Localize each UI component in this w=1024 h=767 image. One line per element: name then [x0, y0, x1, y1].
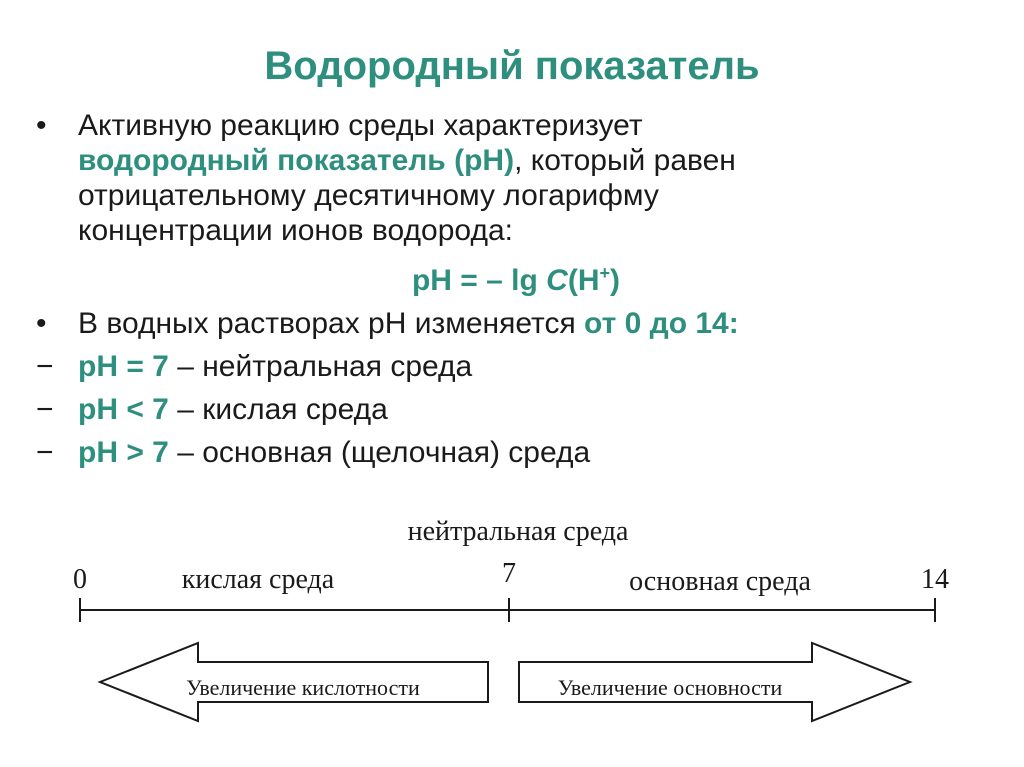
bullet1-line3: отрицательному десятичному логарифму: [78, 179, 659, 212]
dash-text: – кислая среда: [168, 393, 388, 426]
dash-accent: рН > 7: [78, 436, 169, 469]
formula-close: ): [610, 264, 621, 297]
dash-marker: −: [36, 393, 54, 426]
base-label: основная среда: [629, 566, 811, 597]
page-title: Водородный показатель: [264, 44, 760, 88]
tick-label-7: 7: [502, 558, 516, 589]
formula-plus: +: [599, 263, 611, 283]
tick-label-14: 14: [921, 564, 949, 595]
dash-text: – нейтральная среда: [168, 350, 473, 383]
tick-label-0: 0: [73, 564, 87, 595]
formula-prefix: рН = – lg: [411, 264, 547, 297]
bullet-marker: •: [36, 307, 47, 340]
dash-accent: рН < 7: [78, 393, 169, 426]
neutral-label: нейтральная среда: [407, 516, 629, 547]
dash-accent: рН = 7: [78, 350, 169, 383]
bullet1-line2-rest: , который равен: [514, 144, 736, 177]
formula-open: (H: [567, 264, 600, 297]
bullet-marker: •: [36, 109, 47, 142]
ph-term: водородный показатель (рН): [78, 144, 515, 177]
basicity-arrow-label: Увеличение основности: [557, 675, 783, 700]
acid-label: кислая среда: [181, 564, 335, 595]
dash-marker: −: [36, 436, 54, 469]
acidity-arrow-label: Увеличение кислотности: [186, 675, 420, 700]
bullet1-line1: Активную реакцию среды характеризует: [78, 109, 643, 142]
ph-range: от 0 до 14:: [584, 307, 739, 340]
formula-c: C: [546, 264, 568, 297]
dash-text: – основная (щелочная) среда: [168, 436, 591, 469]
bullet1-line4: концентрации ионов водорода:: [78, 214, 513, 247]
bullet2-text: В водных растворах рН изменяется: [78, 307, 585, 340]
dash-marker: −: [36, 350, 54, 383]
